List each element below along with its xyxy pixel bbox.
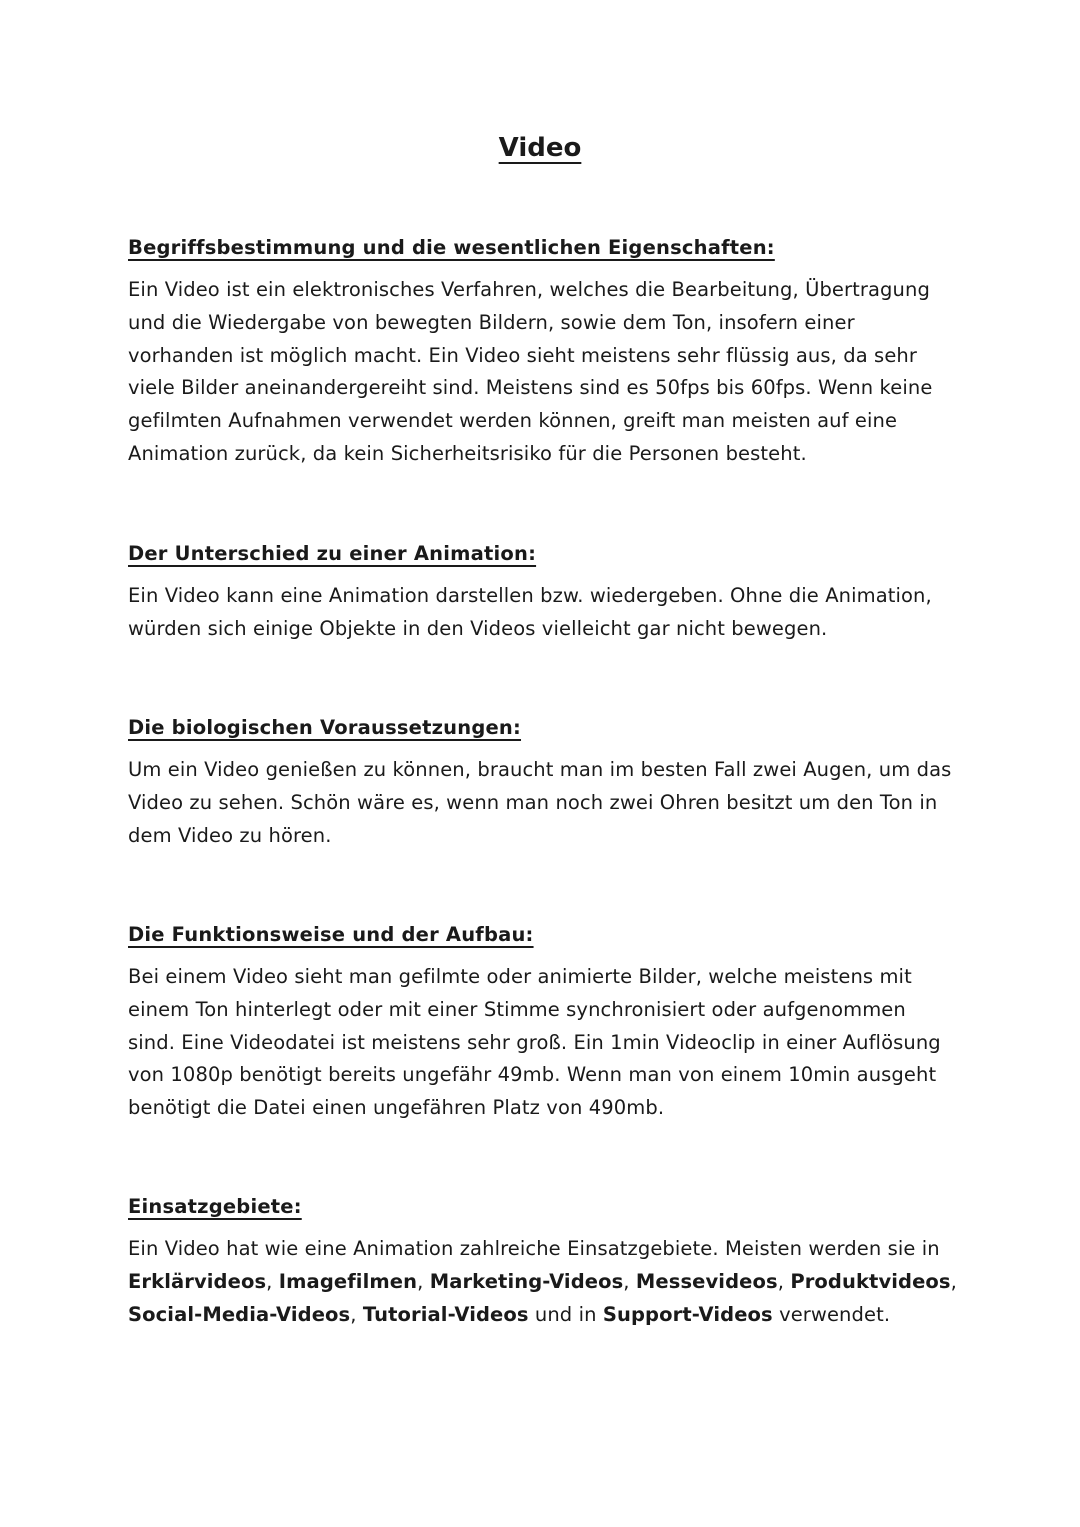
term-marketing-videos: Marketing-Videos xyxy=(429,1269,624,1293)
text-outro: verwendet. xyxy=(779,1302,891,1326)
separator: , xyxy=(623,1269,630,1293)
document-title-text: Video xyxy=(498,133,582,163)
section-heading: Die Funktionsweise und der Aufbau: xyxy=(128,923,534,946)
separator: , xyxy=(777,1269,784,1293)
section-text xyxy=(128,1233,958,1331)
document-title xyxy=(0,128,1080,168)
term-erklaervideos: Erklärvideos xyxy=(128,1269,267,1293)
term-support-videos: Support-Videos xyxy=(602,1302,773,1326)
section-text: Bei einem Video sieht man gefilmte oder animierte Bilder, welche meistens mit einem Ton hinterlegt oder mit einer Stimme synchronisiert oder aufgenommen sind. Eine Videodatei ist meistens sehr groß. Ein 1min Videoclip in einer Auflösung von 1080p benötigt bereits ungefähr 49mb. Wenn man von einem 10min ausgeht benötigt die Datei einen ungefähren Platz von 490mb. xyxy=(128,965,941,1120)
separator-and: und in xyxy=(534,1302,597,1326)
section-text: Ein Video ist ein elektronisches Verfahren, welches die Bearbeitung, Übertragung und die Wiedergabe von bewegten Bildern, sowie dem Ton, insofern einer vorhanden ist möglich macht. Ein Video sieht meistens sehr flüssig aus, da sehr viele Bilder aneinandergereiht sind. Meistens sind es 50fps bis 60fps. Wenn keine gefilmten Aufnahmen verwendet werden können, greift man meisten auf eine Animation zurück, da kein Sicherheitsrisiko für die Personen besteht. xyxy=(128,278,933,465)
section-heading: Die biologischen Voraussetzungen: xyxy=(128,716,522,739)
section-heading: Der Unterschied zu einer Animation: xyxy=(128,542,537,565)
term-imagefilmen: Imagefilmen xyxy=(278,1269,418,1293)
section-definition xyxy=(128,234,958,471)
term-produktvideos: Produktvideos xyxy=(790,1269,951,1293)
term-social-media-videos: Social-Media-Videos xyxy=(128,1302,351,1326)
separator: , xyxy=(950,1269,957,1293)
text-intro: Ein Video hat wie eine Animation zahlreiche Einsatzgebiete. Meisten werden sie in xyxy=(128,1237,940,1260)
section-difference-animation xyxy=(128,540,958,646)
separator: , xyxy=(266,1269,273,1293)
section-application-areas xyxy=(128,1193,958,1331)
separator: , xyxy=(350,1302,357,1326)
section-biological-requirements xyxy=(128,714,958,852)
section-text: Ein Video kann eine Animation darstellen bzw. wiedergeben. Ohne die Animation, würden sich einige Objekte in den Videos vielleicht gar nicht bewegen. xyxy=(128,584,932,640)
term-tutorial-videos: Tutorial-Videos xyxy=(362,1302,529,1326)
section-heading: Begriffsbestimmung und die wesentlichen Eigenschaften: xyxy=(128,236,775,259)
term-messevideos: Messevideos xyxy=(635,1269,778,1293)
section-function-structure xyxy=(128,921,958,1125)
section-heading: Einsatzgebiete: xyxy=(128,1195,302,1218)
separator: , xyxy=(417,1269,424,1293)
section-text: Um ein Video genießen zu können, braucht man im besten Fall zwei Augen, um das Video zu sehen. Schön wäre es, wenn man noch zwei Ohren besitzt um den Ton in dem Video zu hören. xyxy=(128,758,952,847)
